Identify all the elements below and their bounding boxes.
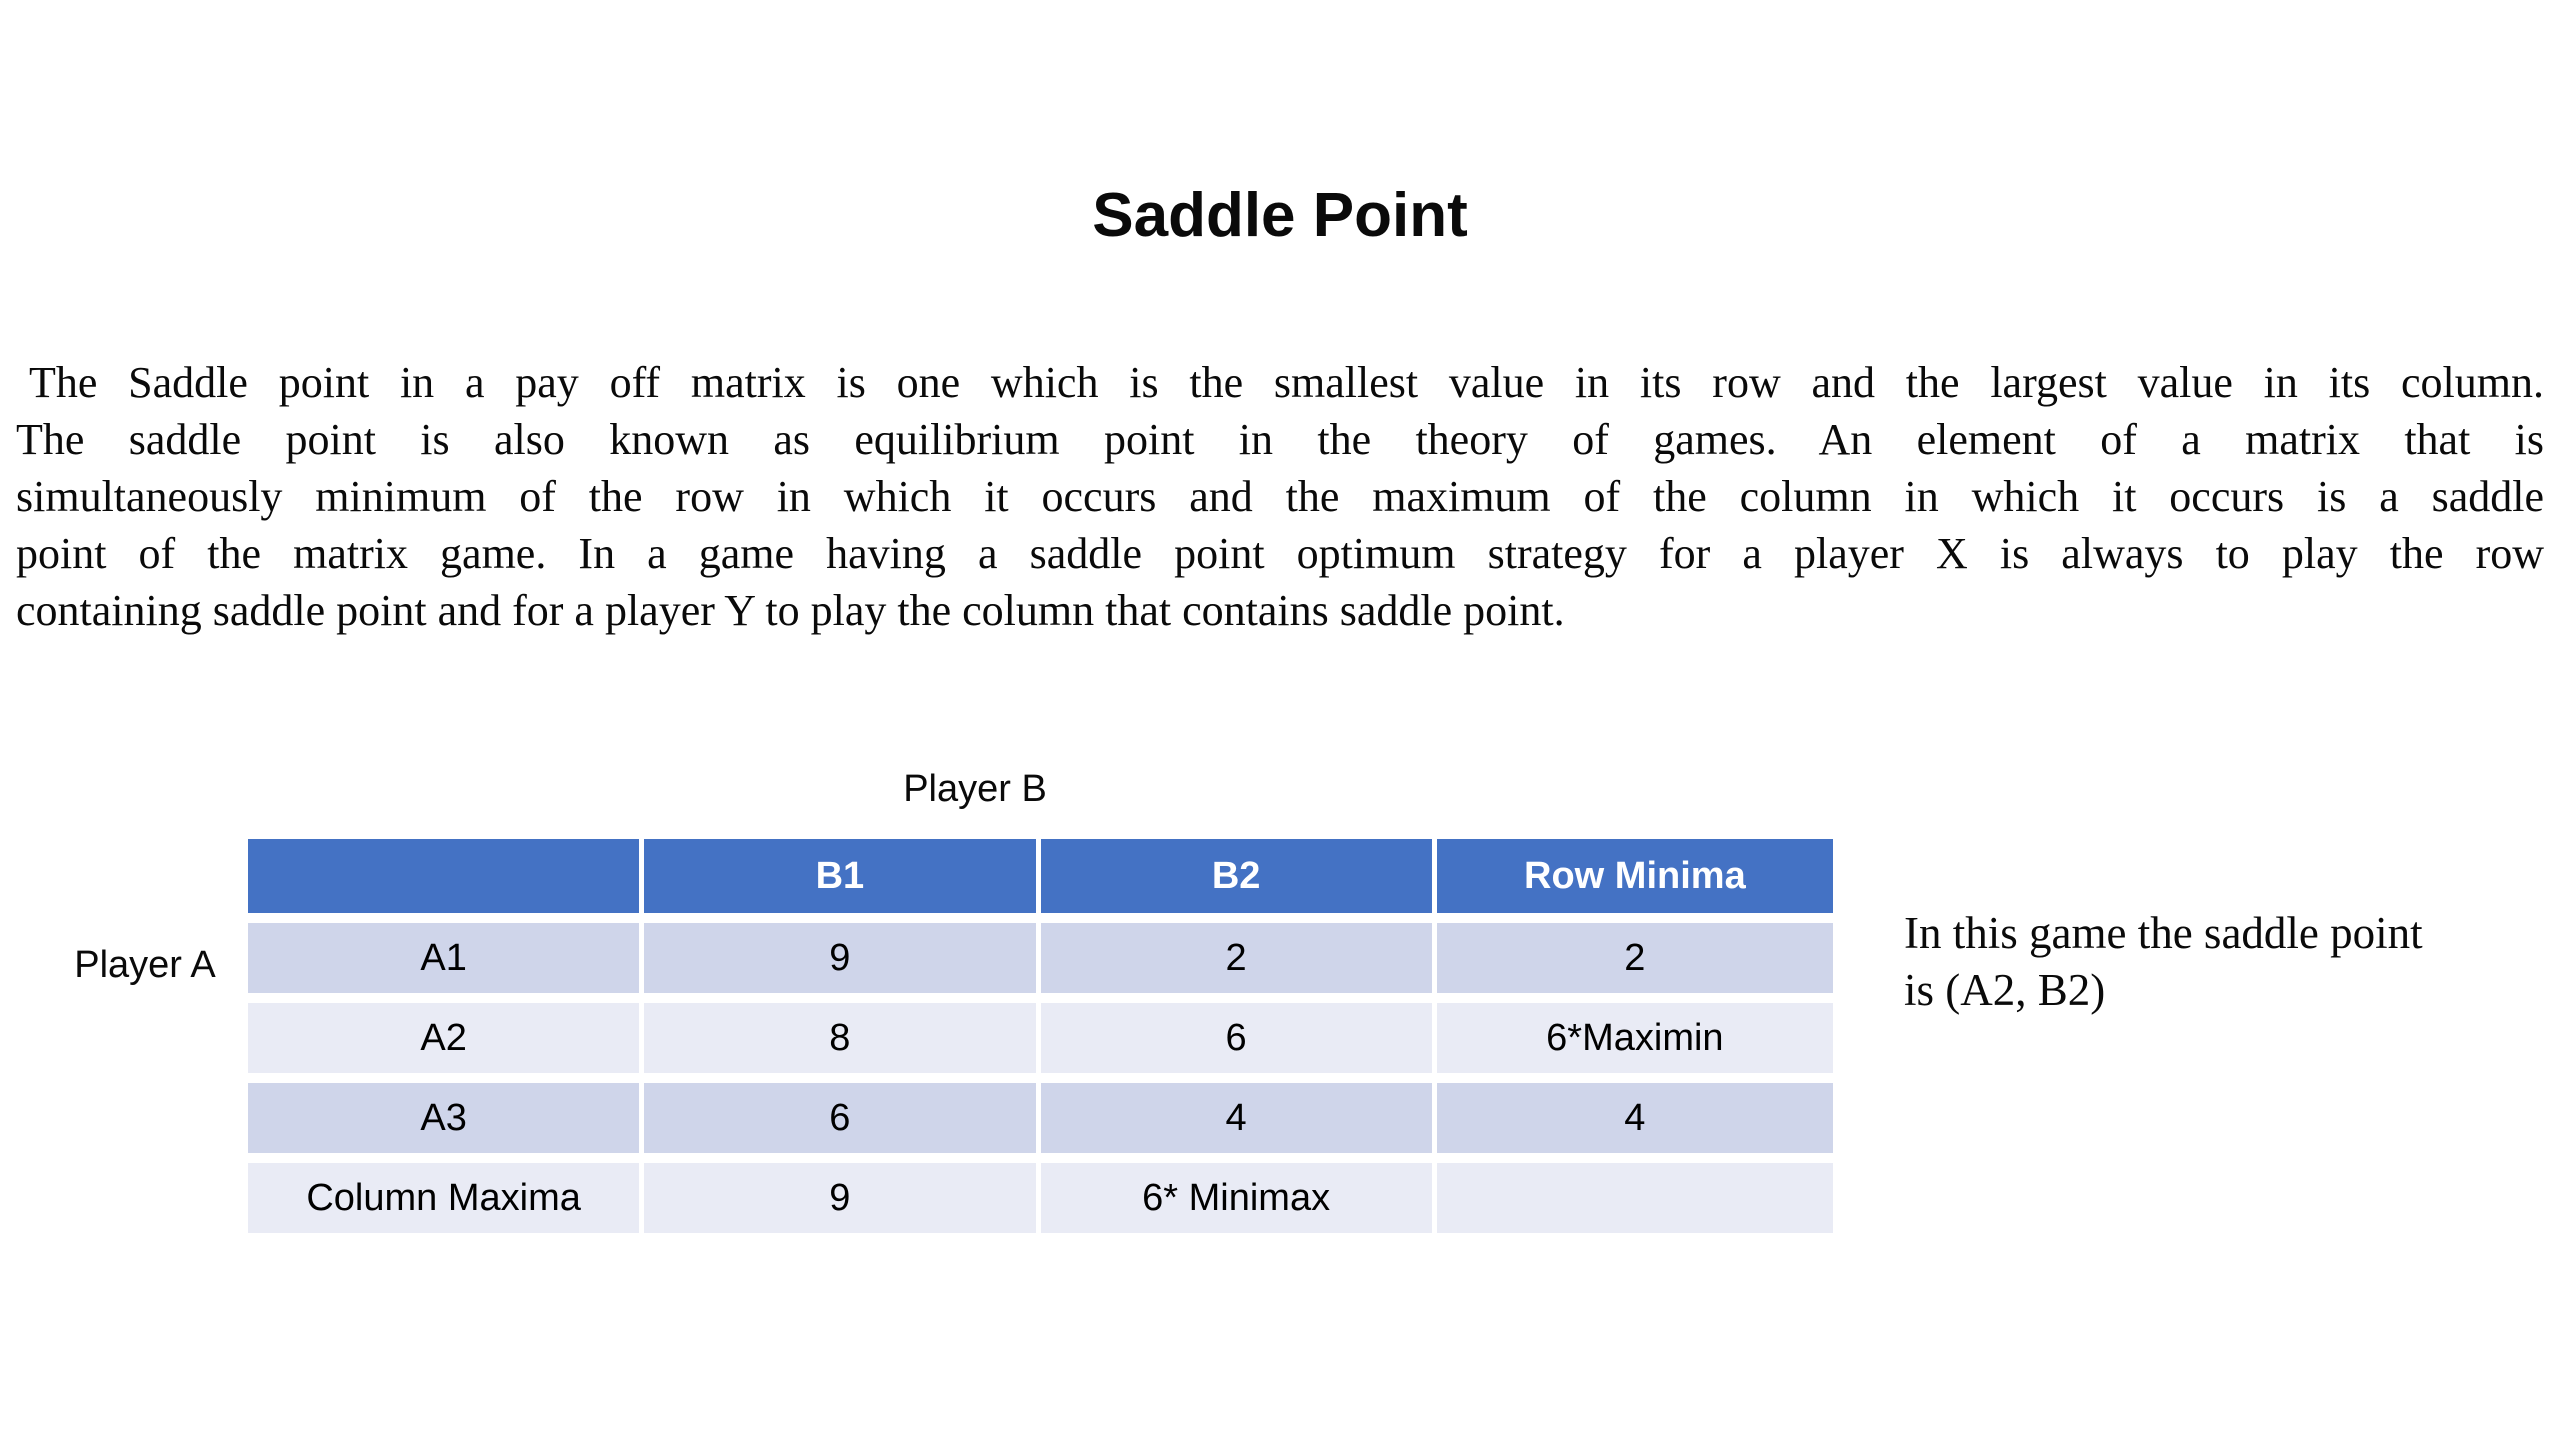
cell-a2-label: A2 <box>248 1003 644 1083</box>
cell-a2-b1: 8 <box>644 1003 1040 1083</box>
header-cell-blank <box>248 839 644 923</box>
paragraph-line: point of the matrix game. In a game having a saddle point optimum strategy for a player X is always to play the row <box>16 529 2544 578</box>
cell-a2-rowmin: 6*Maximin <box>1437 1003 1833 1083</box>
cell-a1-b2: 2 <box>1041 923 1437 1003</box>
table-row-a3 <box>248 1083 1833 1163</box>
cell-colmax-label: Column Maxima <box>248 1163 644 1243</box>
paragraph-line: simultaneously minimum of the row in which it occurs and the maximum of the column in which it occurs is a saddle <box>16 472 2544 521</box>
paragraph-line: The saddle point is also known as equilibrium point in the theory of games. An element of a matrix that is <box>16 415 2544 464</box>
cell-a1-b1: 9 <box>644 923 1040 1003</box>
payoff-matrix-table <box>248 839 1833 1243</box>
cell-a1-rowmin: 2 <box>1437 923 1833 1003</box>
slide-title: Saddle Point <box>1092 181 1468 250</box>
paragraph-line: The Saddle point in a pay off matrix is one which is the smallest value in its row and the largest value in its column. <box>29 358 2544 407</box>
table-row-column-maxima <box>248 1163 1833 1243</box>
saddle-point-note <box>1904 905 2560 1019</box>
table-row-a2 <box>248 1003 1833 1083</box>
cell-a1-label: A1 <box>248 923 644 1003</box>
cell-colmax-b2: 6* Minimax <box>1041 1163 1437 1243</box>
cell-a3-rowmin: 4 <box>1437 1083 1833 1163</box>
header-cell-row-minima: Row Minima <box>1437 839 1833 923</box>
player-a-label: Player A <box>74 944 216 986</box>
table-row-a1 <box>248 923 1833 1003</box>
table-header-row <box>248 839 1833 923</box>
player-b-label: Player B <box>903 768 1047 810</box>
paragraph-line: containing saddle point and for a player Y to play the column that contains saddle point. <box>16 586 1565 635</box>
cell-colmax-rowmin <box>1437 1163 1833 1243</box>
note-line: In this game the saddle point <box>1904 908 2423 958</box>
cell-colmax-b1: 9 <box>644 1163 1040 1243</box>
note-line: is (A2, B2) <box>1904 965 2106 1015</box>
cell-a3-b1: 6 <box>644 1083 1040 1163</box>
cell-a3-label: A3 <box>248 1083 644 1163</box>
intro-paragraph <box>16 354 2544 639</box>
cell-a2-b2: 6 <box>1041 1003 1437 1083</box>
header-cell-b2: B2 <box>1041 839 1437 923</box>
cell-a3-b2: 4 <box>1041 1083 1437 1163</box>
header-cell-b1: B1 <box>644 839 1040 923</box>
